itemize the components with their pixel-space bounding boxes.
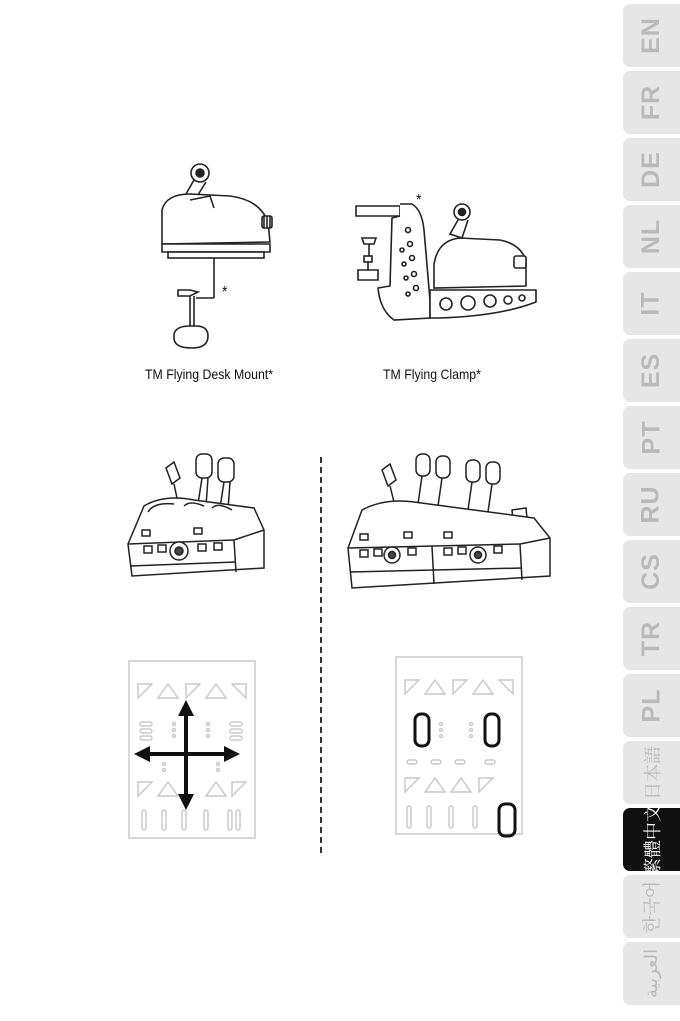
tab-label: NL — [636, 218, 665, 255]
tab-label: CS — [636, 553, 665, 590]
tab-it[interactable] — [623, 272, 680, 335]
flying-clamp-illustration — [350, 190, 540, 330]
dual-throttle-quadrant — [344, 448, 556, 600]
tab-de[interactable] — [623, 138, 680, 201]
tab-fr[interactable] — [623, 71, 680, 134]
tab-label: 繁體中文 — [642, 803, 663, 876]
tab-pt[interactable] — [623, 406, 680, 469]
tab-ar[interactable] — [623, 942, 680, 1005]
asterisk-clamp: * — [416, 192, 422, 209]
tab-label: FR — [636, 84, 665, 121]
tab-label: 日本語 — [642, 745, 663, 800]
tab-cs[interactable] — [623, 540, 680, 603]
desk-mount-illustration — [150, 160, 290, 360]
tab-label: العربية — [640, 948, 661, 999]
faceplate-orientation-diagram — [128, 660, 256, 840]
tab-label: ES — [636, 352, 665, 389]
flying-clamp-caption: TM Flying Clamp* — [383, 366, 481, 382]
tab-label: PT — [636, 420, 665, 455]
tab-zh-tw[interactable] — [623, 803, 680, 876]
tab-label: TR — [636, 620, 665, 657]
tab-nl[interactable] — [623, 205, 680, 268]
faceplate-highlight-diagram — [395, 656, 523, 836]
tab-ja[interactable] — [623, 741, 680, 804]
tab-es[interactable] — [623, 339, 680, 402]
tab-label: DE — [636, 151, 665, 188]
dashed-divider — [320, 457, 322, 853]
tab-label: PL — [636, 688, 665, 723]
asterisk-desk: * — [222, 284, 228, 301]
tab-ru[interactable] — [623, 473, 680, 536]
tab-tr[interactable] — [623, 607, 680, 670]
tab-label: 한국어 — [642, 880, 663, 933]
tab-label: RU — [636, 485, 665, 524]
tab-ko[interactable] — [623, 875, 680, 938]
tab-pl[interactable] — [623, 674, 680, 737]
tab-en[interactable] — [623, 4, 680, 67]
tab-label: EN — [636, 17, 665, 54]
single-throttle-quadrant — [124, 448, 270, 588]
desk-mount-caption: TM Flying Desk Mount* — [145, 366, 274, 382]
tab-label: IT — [637, 291, 665, 316]
